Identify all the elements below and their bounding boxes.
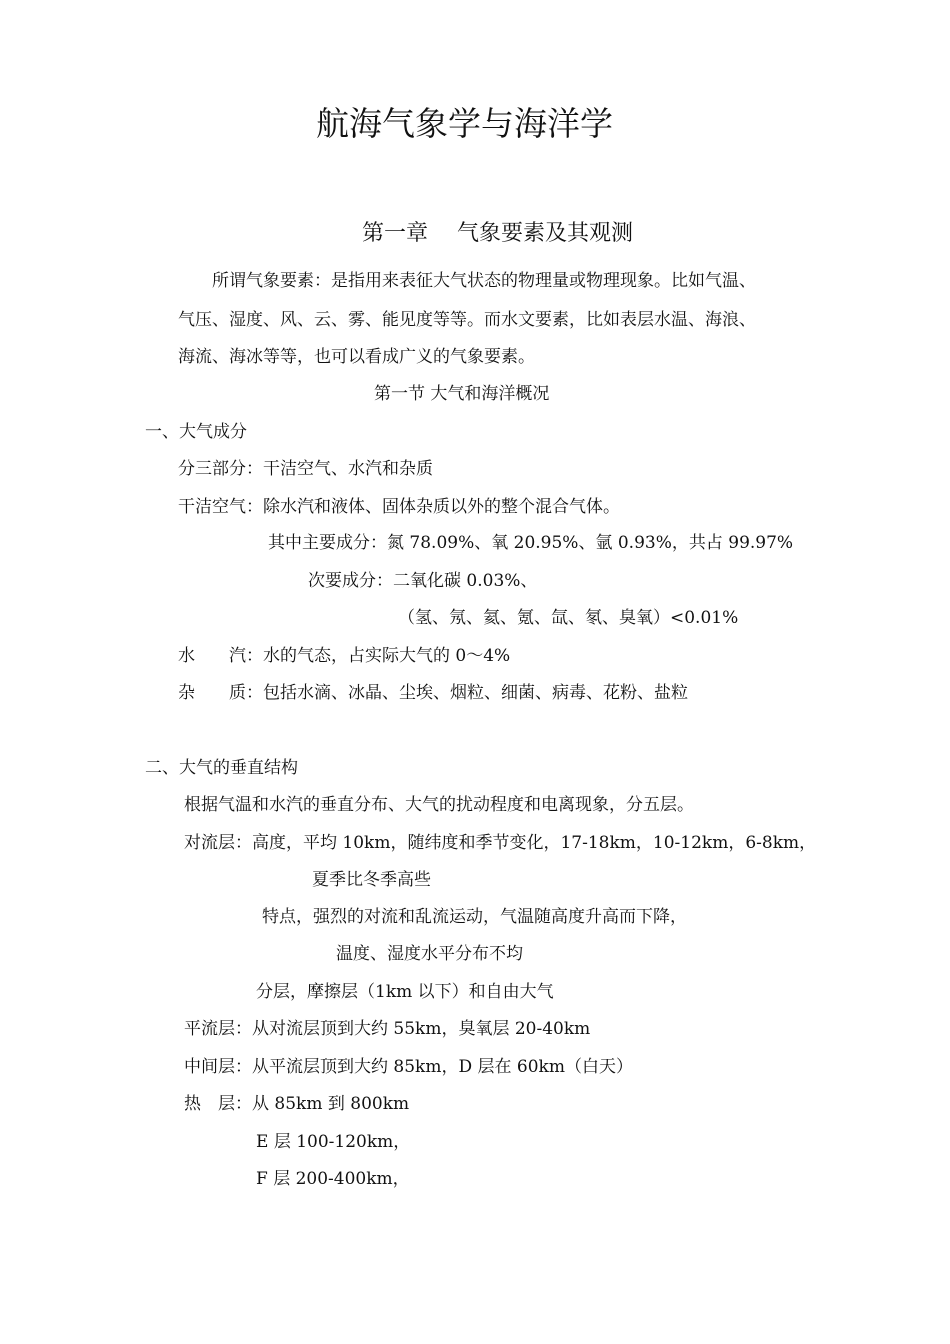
body-line: 水 汽：水的气态，占实际大气的 0～4% <box>178 646 511 666</box>
body-line: 温度、湿度水平分布不均 <box>336 944 523 964</box>
part-heading: 一、大气成分 <box>145 422 247 442</box>
body-line: 干洁空气：除水汽和液体、固体杂质以外的整个混合气体。 <box>178 497 620 517</box>
body-line: 根据气温和水汽的垂直分布、大气的扰动程度和电离现象，分五层。 <box>184 795 694 815</box>
body-line: 分层，摩擦层（1km 以下）和自由大气 <box>256 982 554 1002</box>
body-line: 次要成分：二氧化碳 0.03%、 <box>308 571 538 591</box>
chapter-heading: 第一章 气象要素及其观测 <box>362 221 633 246</box>
body-line: 杂 质：包括水滴、冰晶、尘埃、烟粒、细菌、病毒、花粉、盐粒 <box>178 683 688 703</box>
intro-paragraph-line: 所谓气象要素：是指用来表征大气状态的物理量或物理现象。比如气温、 <box>212 271 756 291</box>
body-line: （氢、氖、氦、氪、氙、氡、臭氧）<0.01% <box>398 608 739 628</box>
intro-paragraph-line: 海流、海冰等等，也可以看成广义的气象要素。 <box>178 347 535 367</box>
body-line: E 层 100-120km， <box>256 1132 411 1152</box>
section-heading: 第一节 大气和海洋概况 <box>374 384 550 404</box>
body-line: 分三部分：干洁空气、水汽和杂质 <box>178 459 433 479</box>
body-line: 对流层：高度，平均 10km，随纬度和季节变化，17-18km，10-12km，6-8km， <box>184 833 817 853</box>
body-line: 中间层：从平流层顶到大约 85km，D 层在 60km（白天） <box>184 1057 633 1077</box>
body-line: 特点，强烈的对流和乱流运动，气温随高度升高而下降， <box>262 907 687 927</box>
document-title: 航海气象学与海洋学 <box>316 104 613 143</box>
part-heading: 二、大气的垂直结构 <box>145 758 298 778</box>
body-line: F 层 200-400km， <box>256 1169 410 1189</box>
body-line: 其中主要成分：氮 78.09%、氧 20.95%、氩 0.93%，共占 99.97% <box>268 533 794 553</box>
body-line: 夏季比冬季高些 <box>312 870 431 890</box>
body-line: 平流层：从对流层顶到大约 55km，臭氧层 20-40km <box>184 1019 591 1039</box>
intro-paragraph-line: 气压、湿度、风、云、雾、能见度等等。而水文要素，比如表层水温、海浪、 <box>178 310 756 330</box>
body-line: 热 层：从 85km 到 800km <box>184 1094 410 1114</box>
